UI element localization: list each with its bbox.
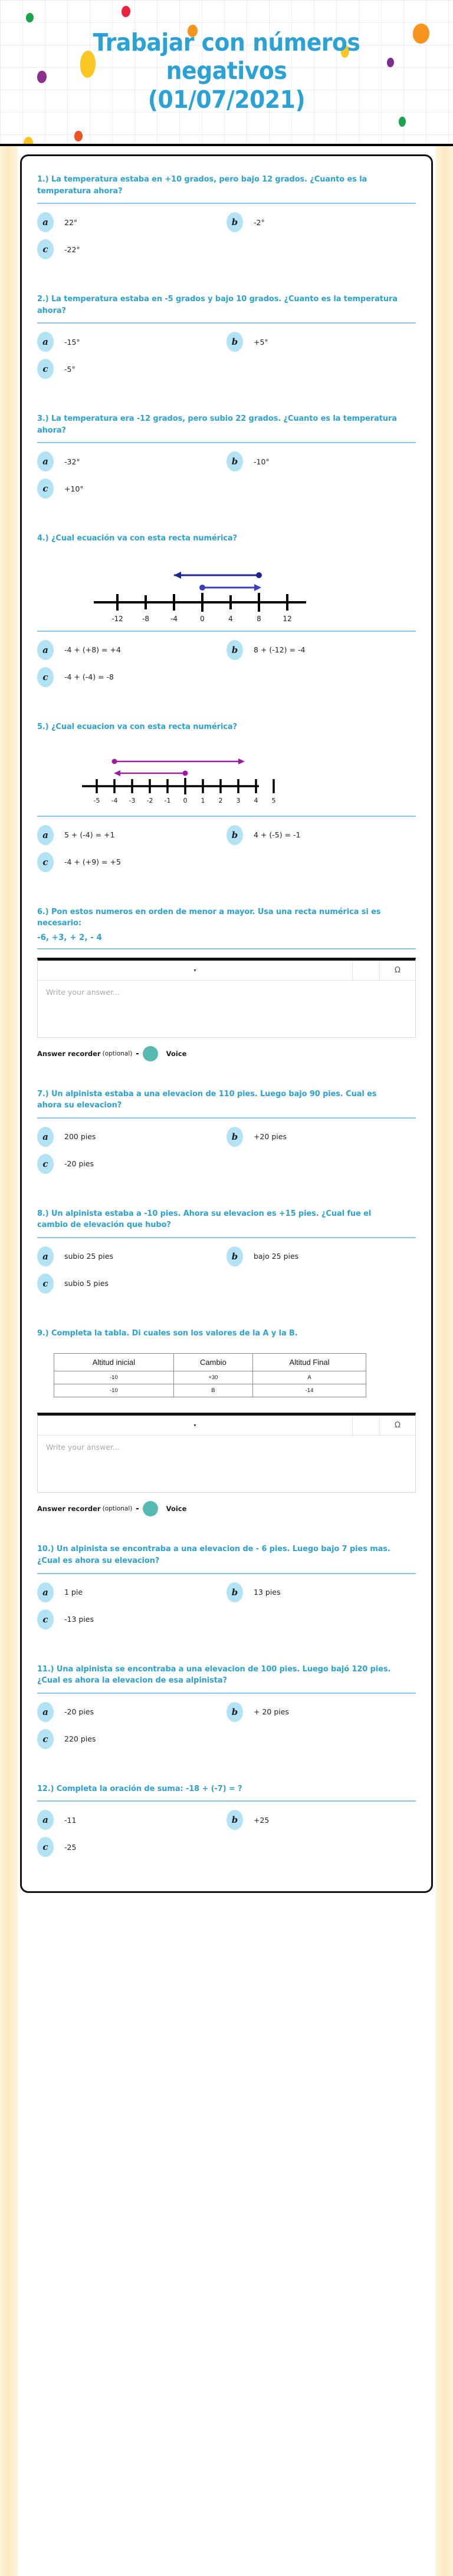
question-block-12 xyxy=(37,1783,416,1865)
number-line-svg xyxy=(58,744,365,810)
table-row xyxy=(54,1371,366,1384)
tick-label: -12 xyxy=(111,614,123,623)
option-bullet: b xyxy=(226,640,243,660)
option-row xyxy=(37,825,416,852)
option-bullet: c xyxy=(37,1837,54,1857)
tick-label: 4 xyxy=(254,796,258,804)
option-label: 22° xyxy=(64,217,78,227)
option-label: +5° xyxy=(254,337,268,347)
options-group xyxy=(37,640,416,694)
option-label: subio 25 pies xyxy=(64,1252,113,1261)
option-label: 5 + (-4) = +1 xyxy=(64,830,115,839)
option-b[interactable] xyxy=(226,332,416,352)
options-group xyxy=(37,1246,416,1301)
answer-editor[interactable] xyxy=(37,958,416,1038)
option-b[interactable] xyxy=(226,451,416,471)
page-title-line3: (01/07/2021) xyxy=(147,85,306,114)
option-c[interactable] xyxy=(37,1154,226,1174)
option-label: -22° xyxy=(64,245,80,254)
options-group xyxy=(37,451,416,506)
option-label: -4 + (+9) = +5 xyxy=(64,857,121,866)
option-label: -20 pies xyxy=(64,1707,94,1717)
table-row xyxy=(54,1384,366,1397)
option-bullet: a xyxy=(37,1246,54,1266)
option-label: -20 pies xyxy=(64,1159,94,1169)
option-label: subio 5 pies xyxy=(64,1279,109,1288)
option-bullet: a xyxy=(37,640,54,660)
question-text: 1.) La temperatura estaba en +10 grados, pero bajo 12 grados. ¿Cuanto es la temperatura ahora? xyxy=(37,174,367,196)
editor-toolbar xyxy=(38,1416,415,1436)
option-c[interactable] xyxy=(37,1729,226,1749)
option-bullet: b xyxy=(226,1246,243,1266)
recorder-optional: (optional) xyxy=(102,1505,133,1513)
answer-recorder xyxy=(37,1046,416,1061)
special-character-button[interactable]: Ω xyxy=(395,1421,401,1430)
question-text: 4.) ¿Cual ecuación va con esta recta numérica? xyxy=(37,533,237,543)
option-label: -10° xyxy=(254,457,270,466)
option-bullet: c xyxy=(37,1609,54,1630)
option-bullet: b xyxy=(226,1702,243,1722)
option-label: -15° xyxy=(64,337,80,347)
divider xyxy=(37,1117,416,1119)
question-block-1 xyxy=(37,174,416,266)
answer-textarea[interactable]: Write your answer... xyxy=(46,987,120,997)
option-bullet: c xyxy=(37,1154,54,1174)
voice-label: Voice xyxy=(166,1505,187,1513)
worksheet-card xyxy=(20,154,433,1893)
divider xyxy=(37,1237,416,1238)
tick-label: -3 xyxy=(129,796,136,804)
tick-label: 1 xyxy=(201,796,205,804)
question-block-8 xyxy=(37,1208,416,1301)
tick-label: -5 xyxy=(93,796,100,804)
font-select[interactable] xyxy=(38,961,353,980)
option-bullet: c xyxy=(37,1729,54,1749)
option-label: 8 + (-12) = -4 xyxy=(254,645,306,655)
option-b[interactable] xyxy=(226,1246,416,1266)
page-title xyxy=(18,28,435,114)
option-a[interactable] xyxy=(37,1127,226,1147)
confetti-blob xyxy=(122,6,130,17)
tick-label: 5 xyxy=(271,796,276,804)
option-bullet: b xyxy=(226,1582,243,1602)
option-bullet: b xyxy=(226,212,243,232)
question-text: 11.) Una alpinista se encontraba a una elevacion de 100 pies. Luego bajó 120 pies. ¿Cual es ahora la elevacion de esa alpinista? xyxy=(37,1664,391,1686)
option-a[interactable] xyxy=(37,1810,226,1830)
record-button[interactable] xyxy=(143,1046,158,1061)
divider xyxy=(37,631,416,632)
option-row xyxy=(37,1702,416,1729)
page-title-line1: Trabajar con números xyxy=(93,28,360,57)
divider xyxy=(37,1573,416,1574)
confetti-blob xyxy=(74,131,83,141)
tick-label: 0 xyxy=(200,614,205,623)
option-bullet: a xyxy=(37,1702,54,1722)
option-bullet: b xyxy=(226,825,243,845)
tick-label: -2 xyxy=(146,796,153,804)
option-bullet: c xyxy=(37,1274,54,1294)
option-label: 13 pies xyxy=(254,1588,281,1597)
recorder-dash: - xyxy=(136,1048,139,1058)
option-row xyxy=(37,1729,416,1756)
divider xyxy=(37,948,416,949)
option-row xyxy=(37,1582,416,1609)
option-label: 220 pies xyxy=(64,1734,96,1744)
option-label: 1 pie xyxy=(64,1588,83,1597)
tick-label: 12 xyxy=(283,614,292,623)
option-bullet: a xyxy=(37,212,54,232)
option-bullet: b xyxy=(226,332,243,352)
option-row xyxy=(37,667,416,694)
option-a[interactable] xyxy=(37,1702,226,1722)
altitude-table-wrap xyxy=(37,1353,416,1397)
option-label: -13 pies xyxy=(64,1615,94,1624)
option-a[interactable] xyxy=(37,1582,226,1602)
option-b[interactable] xyxy=(226,1702,416,1722)
option-c[interactable] xyxy=(37,1609,226,1630)
number-line-svg xyxy=(58,555,389,625)
options-group xyxy=(37,332,416,386)
editor-toolbar xyxy=(38,961,415,981)
option-row xyxy=(37,1154,416,1181)
option-a[interactable] xyxy=(37,825,226,845)
toolbar-spacer xyxy=(353,961,380,980)
chevron-down-icon: ▾ xyxy=(193,1423,196,1429)
option-label: -5° xyxy=(64,364,76,374)
option-bullet: c xyxy=(37,667,54,687)
option-bullet: c xyxy=(37,239,54,259)
option-a[interactable] xyxy=(37,640,226,660)
option-row xyxy=(37,1837,416,1864)
tick-label: -8 xyxy=(142,614,149,623)
option-c[interactable] xyxy=(37,667,226,687)
option-row xyxy=(37,451,416,479)
altitude-table xyxy=(54,1353,366,1397)
option-bullet: a xyxy=(37,825,54,845)
confetti-blob xyxy=(26,13,34,22)
options-group xyxy=(37,1127,416,1181)
tick-label: 0 xyxy=(183,796,188,804)
option-bullet: a xyxy=(37,1582,54,1602)
tick-label: -4 xyxy=(111,796,118,804)
question-block-2 xyxy=(37,293,416,386)
option-label: +10° xyxy=(64,484,84,493)
question-text: 6.) Pon estos numeros en orden de menor a mayor. Usa una recta numérica si es necesario: xyxy=(37,906,381,928)
question-text: 2.) La temperatura estaba en -5 grados y bajo 10 grados. ¿Cuanto es la temperatura ahora? xyxy=(37,294,398,315)
option-bullet: a xyxy=(37,451,54,471)
option-b[interactable] xyxy=(226,640,416,660)
option-row xyxy=(37,479,416,506)
option-row xyxy=(37,332,416,359)
recorder-label: Answer recorder xyxy=(37,1505,101,1513)
question-block-6 xyxy=(37,906,416,1061)
question-block-5 xyxy=(37,721,416,879)
option-bullet: b xyxy=(226,1127,243,1147)
option-bullet: b xyxy=(226,1810,243,1830)
option-label: -25 xyxy=(64,1842,77,1852)
question-block-9 xyxy=(37,1328,416,1517)
option-b[interactable] xyxy=(226,1582,416,1602)
option-bullet: a xyxy=(37,1127,54,1147)
cell-altitud-final: -14 xyxy=(253,1384,366,1397)
recorder-label: Answer recorder xyxy=(37,1049,101,1058)
page-title-line2: negativos xyxy=(166,57,287,85)
cell-altitud-inicial: -10 xyxy=(54,1384,174,1397)
question-block-10 xyxy=(37,1543,416,1636)
tick-label: -4 xyxy=(170,614,178,623)
chevron-down-icon: ▾ xyxy=(193,967,196,973)
cell-cambio: +30 xyxy=(173,1371,252,1384)
option-label: -11 xyxy=(64,1815,77,1825)
option-row xyxy=(37,1274,416,1301)
cell-altitud-final: A xyxy=(253,1371,366,1384)
column-header-altitud-inicial: Altitud inicial xyxy=(54,1354,174,1371)
option-bullet: c xyxy=(37,479,54,499)
option-a[interactable] xyxy=(37,212,226,232)
question-text: 5.) ¿Cual ecuacion va con esta recta numérica? xyxy=(37,721,237,731)
options-group xyxy=(37,825,416,879)
question-text: 8.) Un alpinista estaba a -10 pies. Ahora su elevacion es +15 pies. ¿Cual fue el cambio de elevación que hubo? xyxy=(37,1208,372,1230)
option-a[interactable] xyxy=(37,1246,226,1266)
cell-cambio: B xyxy=(173,1384,252,1397)
column-header-altitud-final: Altitud Final xyxy=(253,1354,366,1371)
option-label: -32° xyxy=(64,457,80,466)
options-group xyxy=(37,1702,416,1756)
divider xyxy=(37,1800,416,1802)
option-c[interactable] xyxy=(37,479,226,499)
option-label: -2° xyxy=(254,217,265,227)
option-bullet: c xyxy=(37,852,54,872)
option-label: -4 + (-4) = -8 xyxy=(64,672,114,682)
question-block-7 xyxy=(37,1089,416,1181)
number-line-q5 xyxy=(37,744,416,810)
option-a[interactable] xyxy=(37,451,226,471)
option-a[interactable] xyxy=(37,332,226,352)
toolbar-spacer xyxy=(353,1416,380,1435)
option-label: 200 pies xyxy=(64,1132,96,1142)
option-b[interactable] xyxy=(226,212,416,232)
option-b[interactable] xyxy=(226,1127,416,1147)
option-row xyxy=(37,239,416,266)
option-label: +20 pies xyxy=(254,1132,287,1142)
option-row xyxy=(37,1609,416,1637)
table-header-row xyxy=(54,1354,366,1371)
option-c[interactable] xyxy=(37,1274,226,1294)
divider xyxy=(37,203,416,204)
option-label: -4 + (+8) = +4 xyxy=(64,645,121,655)
option-bullet: a xyxy=(37,332,54,352)
option-b[interactable] xyxy=(226,825,416,845)
question-text: 10.) Un alpinista se encontraba a una elevacion de - 6 pies. Luego bajo 7 pies mas. ¿Cual es ahora su elevacion? xyxy=(37,1544,390,1565)
record-button[interactable] xyxy=(143,1501,158,1516)
divider xyxy=(37,816,416,817)
confetti-blob xyxy=(24,137,33,146)
question-numbers: -6, +3, + 2, - 4 xyxy=(37,932,102,942)
option-row xyxy=(37,1810,416,1837)
number-line-q4 xyxy=(37,555,416,625)
option-bullet: b xyxy=(226,451,243,471)
option-c[interactable] xyxy=(37,1837,226,1857)
answer-recorder xyxy=(37,1501,416,1516)
option-c[interactable] xyxy=(37,359,226,379)
recorder-dash: - xyxy=(136,1503,139,1514)
recorder-optional: (optional) xyxy=(102,1050,133,1057)
option-row xyxy=(37,1246,416,1274)
options-group xyxy=(37,1582,416,1637)
options-group xyxy=(37,1810,416,1864)
left-margin-decor xyxy=(0,146,18,2576)
right-margin-decor xyxy=(435,146,453,2576)
tick-label: 3 xyxy=(236,796,241,804)
option-row xyxy=(37,212,416,239)
answer-editor[interactable] xyxy=(37,1413,416,1493)
font-select[interactable] xyxy=(38,1416,353,1435)
confetti-blob xyxy=(399,117,406,127)
answer-textarea[interactable]: Write your answer... xyxy=(46,1443,120,1452)
column-header-cambio: Cambio xyxy=(173,1354,252,1371)
special-character-button[interactable]: Ω xyxy=(395,965,401,975)
option-label: 4 + (-5) = -1 xyxy=(254,830,301,839)
option-label: bajo 25 pies xyxy=(254,1252,299,1261)
tick-label: 4 xyxy=(228,614,233,623)
option-b[interactable] xyxy=(226,1810,416,1830)
divider xyxy=(37,1693,416,1694)
option-row xyxy=(37,359,416,386)
option-row xyxy=(37,640,416,667)
option-c[interactable] xyxy=(37,239,226,259)
option-label: + 20 pies xyxy=(254,1707,289,1717)
question-block-4 xyxy=(37,533,416,694)
voice-label: Voice xyxy=(166,1049,187,1058)
question-text: 9.) Completa la tabla. Di cuales son los valores de la A y la B. xyxy=(37,1328,298,1338)
cell-altitud-inicial: -10 xyxy=(54,1371,174,1384)
option-c[interactable] xyxy=(37,852,226,872)
question-text: 3.) La temperatura era -12 grados, pero subio 22 grados. ¿Cuanto es la temperatura ahora? xyxy=(37,414,397,435)
question-block-3 xyxy=(37,413,416,506)
options-group xyxy=(37,212,416,266)
question-text: 7.) Un alpinista estaba a una elevacion de 110 pies. Luego bajo 90 pies. Cual es ahora su elevacion? xyxy=(37,1089,377,1110)
question-text: 12.) Completa la oración de suma: -18 + (-7) = ? xyxy=(37,1783,242,1793)
tick-label: 2 xyxy=(218,796,223,804)
divider xyxy=(37,322,416,324)
option-label: +25 xyxy=(254,1815,270,1825)
tick-label: -1 xyxy=(164,796,171,804)
option-bullet: a xyxy=(37,1810,54,1830)
question-block-11 xyxy=(37,1664,416,1756)
divider xyxy=(37,442,416,443)
worksheet-header xyxy=(0,0,453,146)
option-row xyxy=(37,1127,416,1154)
option-row xyxy=(37,852,416,879)
tick-label: 8 xyxy=(257,614,261,623)
option-bullet: c xyxy=(37,359,54,379)
